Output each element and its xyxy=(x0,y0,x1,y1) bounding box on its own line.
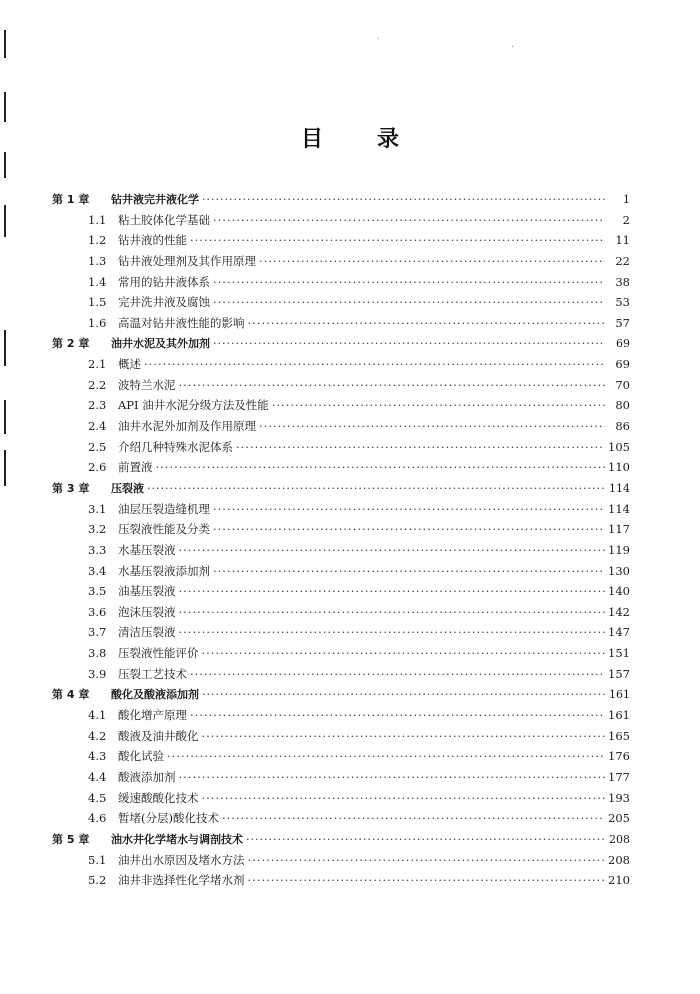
toc-dot-leader xyxy=(167,749,605,763)
toc-entry-number: 第 3 章 xyxy=(52,481,90,495)
toc-entry-number: 4.6 xyxy=(88,811,107,826)
toc-entry-number: 1.4 xyxy=(88,274,107,289)
toc-page-number: 161 xyxy=(608,708,630,723)
toc-entry-number: 第 1 章 xyxy=(52,193,90,206)
toc-section-entry xyxy=(52,439,630,460)
toc-entry-title: 压裂液 xyxy=(111,481,144,495)
toc-entry-title: 油基压裂液 xyxy=(118,584,176,599)
toc-section-entry xyxy=(52,459,630,480)
toc-entry-number: 第 2 章 xyxy=(52,337,90,351)
toc-dot-leader xyxy=(190,667,605,681)
scan-edge-mark xyxy=(4,92,6,122)
toc-section-entry xyxy=(52,397,630,418)
toc-section-entry xyxy=(52,212,630,233)
toc-entry-title: 酸化及酸液添加剂 xyxy=(111,688,199,702)
toc-page-number: 147 xyxy=(608,625,630,640)
toc-entry-number: 4.4 xyxy=(88,769,107,784)
toc-section-entry xyxy=(52,790,630,811)
toc-page-number: 161 xyxy=(609,688,630,702)
toc-dot-leader xyxy=(272,398,605,412)
toc-entry-title: 油井水泥外加剂及作用原理 xyxy=(118,419,256,434)
toc-section-entry xyxy=(52,232,630,253)
toc-entry-number: 3.3 xyxy=(88,542,107,557)
toc-entry-title: 常用的钻井液体系 xyxy=(118,274,210,289)
toc-entry-number: 3.9 xyxy=(88,666,107,681)
toc-page-number: 208 xyxy=(608,852,630,867)
toc-dot-leader xyxy=(213,522,605,536)
toc-chapter-entry xyxy=(52,686,630,707)
toc-page-number: 114 xyxy=(609,481,630,495)
toc-section-entry xyxy=(52,315,630,336)
toc-dot-leader xyxy=(248,316,606,330)
toc-entry-number: 1.5 xyxy=(88,295,107,310)
toc-entry-title: 酸化试验 xyxy=(118,749,164,764)
toc-section-entry xyxy=(52,253,630,274)
toc-dot-leader xyxy=(259,419,605,433)
toc-page-number: 157 xyxy=(608,666,630,681)
toc-entry-title: 水基压裂液 xyxy=(118,542,176,557)
toc-page-number: 11 xyxy=(615,233,630,248)
toc-entry-title: 暂堵(分层)酸化技术 xyxy=(118,811,219,826)
scan-speck xyxy=(512,46,513,47)
toc-entry-title: 泡沫压裂液 xyxy=(118,604,176,619)
toc-dot-leader xyxy=(236,440,605,454)
toc-dot-leader xyxy=(213,337,605,350)
page-title xyxy=(0,122,700,153)
toc-entry-number: 3.6 xyxy=(88,604,107,619)
toc-dot-leader xyxy=(213,502,605,516)
toc-dot-leader xyxy=(246,833,605,846)
toc-entry-number: 2.1 xyxy=(88,357,107,372)
toc-section-entry xyxy=(52,294,630,315)
toc-page-number: 176 xyxy=(608,749,630,764)
toc-entry-title: 概述 xyxy=(118,357,141,372)
toc-chapter-entry xyxy=(52,480,630,501)
toc-entry-number: 2.3 xyxy=(88,398,107,413)
toc-entry-number: 3.8 xyxy=(88,646,107,661)
toc-page-number: 140 xyxy=(608,584,630,599)
toc-entry-number: 4.5 xyxy=(88,790,107,805)
scan-edge-mark xyxy=(4,152,6,178)
toc-dot-leader xyxy=(202,646,606,660)
toc-page-number: 38 xyxy=(615,274,630,289)
toc-entry-title: 酸化增产原理 xyxy=(118,708,187,723)
toc-dot-leader xyxy=(202,193,605,206)
toc-entry-number: 3.2 xyxy=(88,522,107,537)
toc-entry-title: 油层压裂造缝机理 xyxy=(118,501,210,516)
toc-entry-title: 钻井液的性能 xyxy=(118,233,187,248)
toc-chapter-entry xyxy=(52,335,630,356)
toc-page-number: 69 xyxy=(616,337,630,351)
toc-entry-title: 完井洗井液及腐蚀 xyxy=(118,295,210,310)
toc-entry-title: 酸液及油井酸化 xyxy=(118,728,199,743)
toc-entry-number: 3.1 xyxy=(88,501,107,516)
toc-entry-title: API 油井水泥分级方法及性能 xyxy=(118,398,269,413)
toc-dot-leader xyxy=(190,708,605,722)
toc-entry-title: 油井出水原因及堵水方法 xyxy=(118,852,245,867)
toc-page-number: 114 xyxy=(608,501,630,516)
toc-page-number: 57 xyxy=(615,315,630,330)
toc-entry-number: 2.5 xyxy=(88,439,107,454)
toc-dot-leader xyxy=(156,460,606,474)
toc-dot-leader xyxy=(147,482,605,495)
toc-dot-leader xyxy=(179,605,606,619)
toc-entry-title: 压裂液性能评价 xyxy=(118,646,199,661)
toc-page-number: 119 xyxy=(608,542,630,557)
toc-entry-title: 油井非选择性化学堵水剂 xyxy=(118,873,245,888)
scan-edge-mark xyxy=(4,30,6,58)
toc-section-entry xyxy=(52,666,630,687)
toc-dot-leader xyxy=(202,791,606,805)
toc-dot-leader xyxy=(213,564,605,578)
toc-dot-leader xyxy=(248,853,606,867)
toc-entry-title: 高温对钻井液性能的影响 xyxy=(118,315,245,330)
toc-entry-number: 5.2 xyxy=(88,873,107,888)
toc-entry-number: 1.6 xyxy=(88,315,107,330)
toc-page-number: 142 xyxy=(608,604,630,619)
toc-section-entry xyxy=(52,377,630,398)
toc-page-number: 22 xyxy=(615,253,630,268)
toc-section-entry xyxy=(52,769,630,790)
toc-entry-number: 1.1 xyxy=(88,212,107,227)
toc-entry-number: 2.4 xyxy=(88,419,107,434)
toc-dot-leader xyxy=(213,275,605,289)
toc-entry-number: 2.6 xyxy=(88,460,107,475)
toc-page-number: 69 xyxy=(615,357,630,372)
toc-section-entry xyxy=(52,583,630,604)
toc-page-number: 130 xyxy=(608,563,630,578)
toc-section-entry xyxy=(52,356,630,377)
toc-page-number: 205 xyxy=(608,811,630,826)
toc-list xyxy=(52,191,630,893)
toc-section-entry xyxy=(52,728,630,749)
toc-page-number: 110 xyxy=(608,460,630,475)
toc-entry-title: 水基压裂液添加剂 xyxy=(118,563,210,578)
toc-entry-title: 前置液 xyxy=(118,460,153,475)
toc-page-number: 80 xyxy=(615,398,630,413)
toc-dot-leader xyxy=(213,295,605,309)
toc-section-entry xyxy=(52,604,630,625)
toc-entry-number: 第 4 章 xyxy=(52,688,90,702)
toc-section-entry xyxy=(52,645,630,666)
toc-section-entry xyxy=(52,563,630,584)
toc-entry-title: 油井水泥及其外加剂 xyxy=(111,337,210,351)
toc-section-entry xyxy=(52,274,630,295)
toc-page-number: 165 xyxy=(608,728,630,743)
toc-entry-number: 4.1 xyxy=(88,708,107,723)
scan-edge-mark xyxy=(4,330,6,366)
toc-page-number: 117 xyxy=(608,522,630,537)
toc-page-number: 210 xyxy=(608,873,630,888)
scan-speck xyxy=(378,38,379,39)
toc-page-number: 193 xyxy=(608,790,630,805)
toc-dot-leader xyxy=(144,357,605,371)
toc-dot-leader xyxy=(202,688,605,701)
toc-dot-leader xyxy=(179,378,606,392)
toc-entry-number: 4.2 xyxy=(88,728,107,743)
toc-dot-leader xyxy=(190,233,605,247)
toc-entry-title: 油水井化学堵水与调剖技术 xyxy=(111,832,243,846)
toc-entry-title: 酸液添加剂 xyxy=(118,769,176,784)
toc-section-entry xyxy=(52,418,630,439)
toc-page-number: 70 xyxy=(615,377,630,392)
toc-page-number: 151 xyxy=(608,646,630,661)
toc-dot-leader xyxy=(179,584,606,598)
toc-entry-number: 1.2 xyxy=(88,233,107,248)
title-char-1: 目 xyxy=(300,127,323,152)
toc-entry-number: 5.1 xyxy=(88,852,107,867)
toc-entry-number: 第 5 章 xyxy=(52,832,90,846)
toc-entry-title: 粘土胶体化学基础 xyxy=(118,212,210,227)
toc-chapter-entry xyxy=(52,831,630,852)
toc-entry-title: 钻井液完井液化学 xyxy=(111,193,199,206)
toc-section-entry xyxy=(52,872,630,893)
toc-section-entry xyxy=(52,748,630,769)
toc-section-entry xyxy=(52,542,630,563)
toc-page-number: 208 xyxy=(609,832,630,846)
title-char-2: 录 xyxy=(377,127,400,152)
toc-entry-number: 3.5 xyxy=(88,584,107,599)
toc-page-number: 177 xyxy=(608,769,630,784)
toc-entry-number: 3.4 xyxy=(88,563,107,578)
toc-entry-title: 压裂工艺技术 xyxy=(118,666,187,681)
toc-entry-number: 1.3 xyxy=(88,253,107,268)
toc-page-number: 1 xyxy=(623,193,630,206)
toc-dot-leader xyxy=(213,213,605,227)
toc-chapter-entry xyxy=(52,191,630,212)
toc-dot-leader xyxy=(222,811,605,825)
toc-entry-title: 钻井液处理剂及其作用原理 xyxy=(118,253,256,268)
toc-dot-leader xyxy=(179,543,606,557)
toc-dot-leader xyxy=(202,729,606,743)
toc-page-number: 86 xyxy=(615,419,630,434)
toc-entry-number: 2.2 xyxy=(88,377,107,392)
toc-section-entry xyxy=(52,521,630,542)
toc-entry-title: 波特兰水泥 xyxy=(118,377,176,392)
toc-dot-leader xyxy=(248,873,606,887)
toc-dot-leader xyxy=(179,625,606,639)
toc-section-entry xyxy=(52,707,630,728)
toc-section-entry xyxy=(52,501,630,522)
toc-page-number: 105 xyxy=(608,439,630,454)
toc-page-number: 53 xyxy=(615,295,630,310)
scan-edge-mark xyxy=(4,400,6,434)
toc-section-entry xyxy=(52,810,630,831)
toc-entry-title: 清洁压裂液 xyxy=(118,625,176,640)
scan-edge-mark xyxy=(4,205,6,237)
toc-entry-number: 3.7 xyxy=(88,625,107,640)
toc-entry-title: 缓速酸酸化技术 xyxy=(118,790,199,805)
scan-edge-mark xyxy=(4,450,6,486)
toc-section-entry xyxy=(52,852,630,873)
toc-entry-title: 压裂液性能及分类 xyxy=(118,522,210,537)
toc-page-number: 2 xyxy=(622,212,630,227)
toc-entry-number: 4.3 xyxy=(88,749,107,764)
toc-dot-leader xyxy=(259,254,605,268)
toc-entry-title: 介绍几种特殊水泥体系 xyxy=(118,439,233,454)
toc-section-entry xyxy=(52,624,630,645)
toc-dot-leader xyxy=(179,770,606,784)
